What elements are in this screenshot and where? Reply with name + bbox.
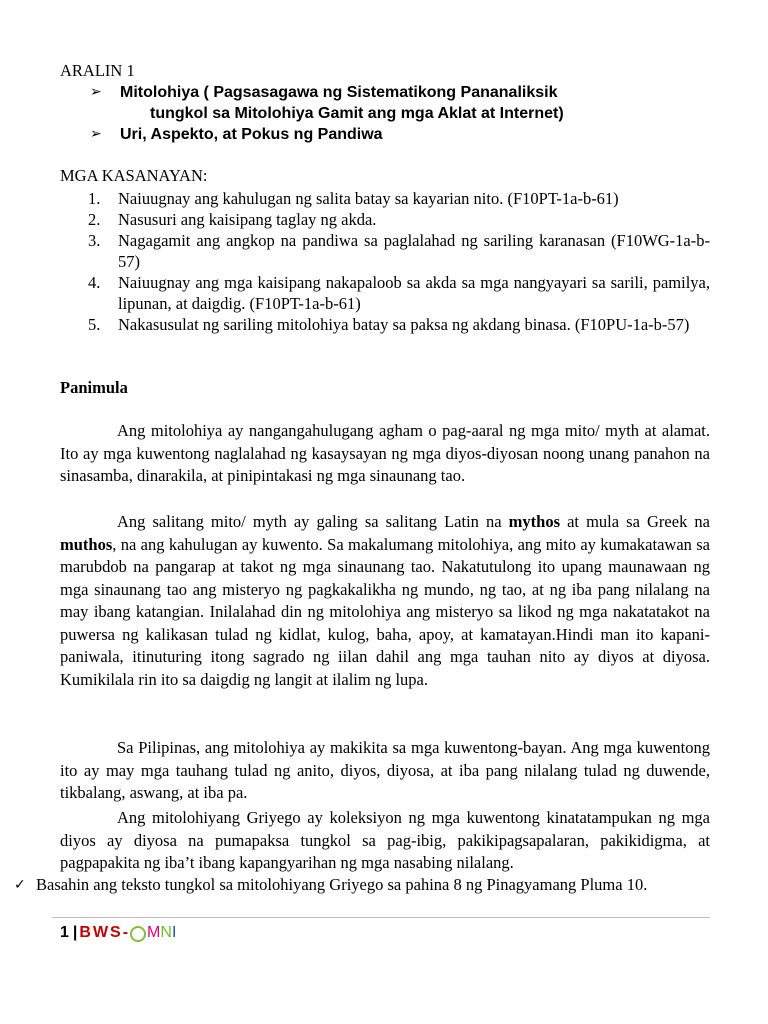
task-text: Basahin ang teksto tungkol sa mitolohiyang Griyego sa pahina 8 ng Pinagyamang Pluma 10. [36,875,648,894]
section-heading: Panimula [60,378,128,397]
footer-divider [52,917,710,918]
footer-separator: | [72,924,78,941]
topic-text: Mitolohiya ( Pagsasagawa ng Sistematikong Pananaliksik [120,84,558,101]
brand-letter-i: I [171,924,177,941]
brand-letter-n: N [160,924,172,941]
arrow-bullet-icon: ➢ [90,84,102,100]
paragraph-4: Ang mitolohiyang Griyego ay koleksiyon ng mga kuwentong kinatatampukan ng mga diyos ay diyosa na pumapaksa tungkol sa pag-ibig, pakikipagsapalaran, pakikidigma, at pagpapakita ng iba’t ibang kapangyarihan ng mga nasabing nilalang. [60,808,710,872]
list-item [60,209,710,230]
topic-list [90,82,710,145]
item-number: 4. [88,273,101,292]
skills-list [60,188,710,335]
paragraph-text: at mula sa Greek na [560,512,710,531]
paragraph-text: Ang salitang mito/ myth ay galing sa salitang Latin na [117,512,509,531]
list-item [60,230,710,272]
topic-text: Uri, Aspekto, at Pokus ng Pandiwa [120,126,383,143]
topic-item [90,82,710,103]
list-item [60,272,710,314]
item-text: Nasusuri ang kaisipang taglay ng akda. [118,210,377,229]
task-item [14,874,650,896]
checkmark-icon: ✓ [14,877,26,893]
topic-item-continuation [90,103,710,124]
skills-heading: MGA KASANAYAN: [60,166,208,185]
item-text: Naiuugnay ang mga kaisipang nakapaloob sa akda sa mga nangyayari sa sarili, pamilya, lipunan, at daigdig. (F10PT-1a-b-61) [118,273,710,313]
page-footer [60,924,176,942]
arrow-bullet-icon: ➢ [90,126,102,142]
paragraph-1: Ang mitolohiya ay nangangahulugang agham o pag-aaral ng mga mito/ myth at alamat. Ito ay mga kuwentong naglalahad ng kasaysayan ng mga diyos-diyosan noong unang panahon na sinasamba, dinarakila, at pinipintakasi ng mga sinaunang tao. [60,421,710,485]
item-number: 3. [88,231,101,250]
page-number: 1 [60,924,69,941]
list-item [60,314,710,335]
paragraph-3: Sa Pilipinas, ang mitolohiya ay makikita sa mga kuwentong-bayan. Ang mga kuwentong ito ay may mga tauhang tulad ng anito, diyos, diyosa, at iba pang nilalang tulad ng duwende, tikbalang, aswang, at iba pa. [60,738,710,802]
paragraph-text: , na ang kahulugan ay kuwento. Sa makalumang mitolohiya, ang mito ay kumakatawan sa marubdob na pangarap at takot ng mga sinaunang tao. Nakatutulong ito upang maunawaan ng mga sinaunang tao ang misteryo ng pagkakalikha ng mundo, ng tao, at ng iba pang nilalang na may ibang katangian. Inilalahad din ng mitolohiya ang misteryo sa likod ng mga nakatatakot na puwersa ng kalikasan tulad ng kidlat, kulog, baha, apoy, at kamatayan.Hindi man ito kapani-paniwala, itinuturing itong sagrado ng iilan dahil ang mga tauhan nito ay diyos at diyosa. Kumikilala rin ito sa daigdig ng langit at ilalim ng lupa. [60,534,710,689]
topic-item [90,124,710,145]
item-text: Naiuugnay ang kahulugan ng salita batay sa kayarian nito. (F10PT-1a-b-61) [118,189,619,208]
item-number: 1. [88,189,101,208]
brand-bws: BWS [79,924,123,941]
bold-term: mythos [508,512,561,531]
item-text: Nakasusulat ng sariling mitolohiya batay sa paksa ng akdang binasa. (F10PU-1a-b-57) [118,315,690,334]
list-item [60,188,710,209]
item-text: Nagagamit ang angkop na pandiwa sa paglalahad ng sariling karanasan (F10WG-1a-b-57) [118,231,710,271]
bold-term: muthos [60,534,113,554]
item-number: 5. [88,315,101,334]
paragraph-2 [60,511,710,691]
item-number: 2. [88,210,101,229]
brand-dash: - [122,924,129,941]
omni-logo-icon [130,926,146,942]
brand-letter-m: M [147,924,161,941]
topic-text: tungkol sa Mitolohiya Gamit ang mga Aklat at Internet) [150,105,564,122]
lesson-title: ARALIN 1 [60,61,135,80]
